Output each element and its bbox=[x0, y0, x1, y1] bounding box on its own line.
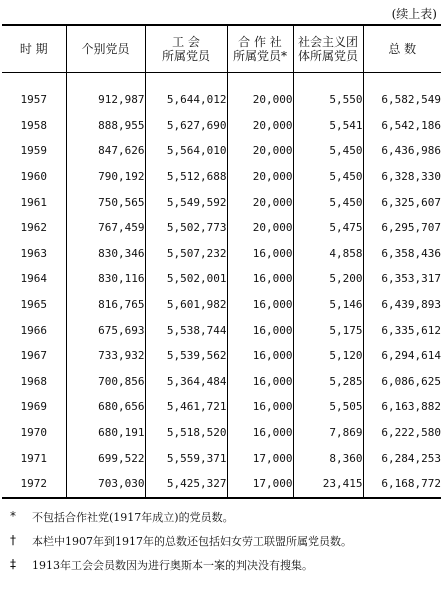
table-row bbox=[2, 369, 441, 395]
header-socialist bbox=[293, 25, 363, 73]
table-row bbox=[2, 189, 441, 215]
cell-year: 1968 bbox=[20, 374, 47, 388]
header-coop-line1: 合 作 社 bbox=[238, 35, 282, 49]
cell-individual: 912,987 bbox=[66, 73, 145, 113]
cell-socialist: 7,869 bbox=[293, 420, 363, 446]
cell-individual: 847,626 bbox=[66, 138, 145, 164]
table-row bbox=[2, 73, 441, 113]
cell-socialist: 4,858 bbox=[293, 241, 363, 267]
cell-socialist: 5,450 bbox=[293, 138, 363, 164]
cell-union: 5,502,001 bbox=[145, 266, 227, 292]
continued-label: (续上表) bbox=[391, 7, 437, 21]
cell-union: 5,549,592 bbox=[145, 189, 227, 215]
cell-total: 6,436,986 bbox=[363, 138, 441, 164]
cell-individual: 703,030 bbox=[66, 471, 145, 498]
header-period: 时 期 bbox=[2, 25, 66, 73]
cell-socialist: 23,415 bbox=[293, 471, 363, 498]
cell-coop: 16,000 bbox=[227, 369, 293, 395]
table-row bbox=[2, 164, 441, 190]
cell-year: 1959 bbox=[20, 144, 47, 158]
cell-coop: 17,000 bbox=[227, 445, 293, 471]
table-row bbox=[2, 113, 441, 139]
table-row bbox=[2, 138, 441, 164]
cell-union: 5,644,012 bbox=[145, 73, 227, 113]
cell-coop: 16,000 bbox=[227, 394, 293, 420]
cell-coop: 20,000 bbox=[227, 113, 293, 139]
footnote-mark: * bbox=[10, 509, 16, 523]
cell-socialist: 5,550 bbox=[293, 73, 363, 113]
cell-total: 6,222,580 bbox=[363, 420, 441, 446]
cell-total: 6,325,607 bbox=[363, 189, 441, 215]
cell-total: 6,542,186 bbox=[363, 113, 441, 139]
cell-individual: 699,522 bbox=[66, 445, 145, 471]
cell-individual: 675,693 bbox=[66, 317, 145, 343]
cell-individual: 816,765 bbox=[66, 292, 145, 318]
cell-year: 1964 bbox=[20, 272, 47, 286]
cell-year: 1972 bbox=[20, 477, 47, 491]
cell-socialist: 5,505 bbox=[293, 394, 363, 420]
cell-coop: 16,000 bbox=[227, 343, 293, 369]
cell-total: 6,358,436 bbox=[363, 241, 441, 267]
cell-coop: 16,000 bbox=[227, 292, 293, 318]
table-row bbox=[2, 343, 441, 369]
cell-coop: 20,000 bbox=[227, 73, 293, 113]
header-socialist-line1: 社会主义团 bbox=[297, 35, 358, 49]
header-union bbox=[145, 25, 227, 73]
table-row bbox=[2, 241, 441, 267]
table-row bbox=[2, 266, 441, 292]
header-union-line1: 工 会 bbox=[172, 35, 200, 49]
header-coop-line2: 所属党员* bbox=[232, 49, 287, 63]
cell-union: 5,559,371 bbox=[145, 445, 227, 471]
cell-coop: 16,000 bbox=[227, 420, 293, 446]
cell-year: 1961 bbox=[20, 195, 47, 209]
cell-individual: 790,192 bbox=[66, 164, 145, 190]
cell-individual: 733,932 bbox=[66, 343, 145, 369]
cell-union: 5,502,773 bbox=[145, 215, 227, 241]
cell-individual: 767,459 bbox=[66, 215, 145, 241]
cell-year: 1958 bbox=[20, 118, 47, 132]
cell-year: 1960 bbox=[20, 170, 47, 184]
cell-individual: 750,565 bbox=[66, 189, 145, 215]
table-row bbox=[2, 445, 441, 471]
cell-total: 6,328,330 bbox=[363, 164, 441, 190]
cell-year: 1965 bbox=[20, 298, 47, 312]
cell-union: 5,601,982 bbox=[145, 292, 227, 318]
cell-total: 6,163,882 bbox=[363, 394, 441, 420]
table-row bbox=[2, 317, 441, 343]
cell-total: 6,168,772 bbox=[363, 471, 441, 498]
cell-coop: 20,000 bbox=[227, 189, 293, 215]
cell-total: 6,284,253 bbox=[363, 445, 441, 471]
cell-year: 1966 bbox=[20, 323, 47, 337]
cell-union: 5,512,688 bbox=[145, 164, 227, 190]
cell-union: 5,539,562 bbox=[145, 343, 227, 369]
table-row bbox=[2, 394, 441, 420]
table-header-row bbox=[2, 25, 441, 73]
cell-socialist: 5,475 bbox=[293, 215, 363, 241]
footnote bbox=[10, 509, 352, 533]
cell-year: 1962 bbox=[20, 221, 47, 235]
cell-socialist: 5,146 bbox=[293, 292, 363, 318]
cell-socialist: 5,450 bbox=[293, 189, 363, 215]
cell-year: 1971 bbox=[20, 451, 47, 465]
cell-coop: 16,000 bbox=[227, 266, 293, 292]
cell-coop: 16,000 bbox=[227, 241, 293, 267]
cell-year: 1967 bbox=[20, 349, 47, 363]
cell-socialist: 5,285 bbox=[293, 369, 363, 395]
cell-socialist: 5,200 bbox=[293, 266, 363, 292]
footnote-mark: † bbox=[10, 533, 16, 547]
cell-individual: 830,116 bbox=[66, 266, 145, 292]
footnote-text: 1913年工会会员数因为进行奥斯本一案的判决没有搜集。 bbox=[32, 559, 313, 572]
footnote-text: 不包括合作社党(1917年成立)的党员数。 bbox=[32, 511, 234, 524]
cell-union: 5,364,484 bbox=[145, 369, 227, 395]
header-coop bbox=[227, 25, 293, 73]
header-total: 总 数 bbox=[363, 25, 441, 73]
table-row bbox=[2, 292, 441, 318]
cell-total: 6,353,317 bbox=[363, 266, 441, 292]
header-union-line2: 所属党员 bbox=[161, 49, 210, 63]
cell-individual: 680,191 bbox=[66, 420, 145, 446]
cell-union: 5,461,721 bbox=[145, 394, 227, 420]
cell-individual: 888,955 bbox=[66, 113, 145, 139]
cell-union: 5,507,232 bbox=[145, 241, 227, 267]
cell-union: 5,425,327 bbox=[145, 471, 227, 498]
cell-total: 6,086,625 bbox=[363, 369, 441, 395]
cell-total: 6,294,614 bbox=[363, 343, 441, 369]
cell-individual: 700,856 bbox=[66, 369, 145, 395]
cell-coop: 16,000 bbox=[227, 317, 293, 343]
cell-union: 5,518,520 bbox=[145, 420, 227, 446]
cell-union: 5,627,690 bbox=[145, 113, 227, 139]
cell-year: 1957 bbox=[20, 93, 47, 107]
cell-total: 6,439,893 bbox=[363, 292, 441, 318]
cell-socialist: 5,450 bbox=[293, 164, 363, 190]
party-membership-table bbox=[2, 24, 441, 499]
footnote bbox=[10, 533, 352, 557]
footnote-text: 本栏中1907年到1917年的总数还包括妇女劳工联盟所属党员数。 bbox=[32, 535, 352, 548]
table-row bbox=[2, 215, 441, 241]
cell-total: 6,335,612 bbox=[363, 317, 441, 343]
cell-socialist: 5,541 bbox=[293, 113, 363, 139]
table-row bbox=[2, 471, 441, 498]
cell-socialist: 5,175 bbox=[293, 317, 363, 343]
cell-year: 1963 bbox=[20, 246, 47, 260]
cell-socialist: 8,360 bbox=[293, 445, 363, 471]
footnotes bbox=[10, 509, 352, 581]
cell-coop: 20,000 bbox=[227, 138, 293, 164]
cell-socialist: 5,120 bbox=[293, 343, 363, 369]
cell-year: 1970 bbox=[20, 426, 47, 440]
cell-coop: 17,000 bbox=[227, 471, 293, 498]
cell-total: 6,295,707 bbox=[363, 215, 441, 241]
cell-union: 5,564,010 bbox=[145, 138, 227, 164]
cell-year: 1969 bbox=[20, 400, 47, 414]
cell-union: 5,538,744 bbox=[145, 317, 227, 343]
cell-coop: 20,000 bbox=[227, 164, 293, 190]
cell-individual: 680,656 bbox=[66, 394, 145, 420]
header-socialist-line2: 体所属党员 bbox=[297, 49, 358, 63]
table-row bbox=[2, 420, 441, 446]
header-individual: 个别党员 bbox=[66, 25, 145, 73]
cell-coop: 20,000 bbox=[227, 215, 293, 241]
cell-individual: 830,346 bbox=[66, 241, 145, 267]
footnote bbox=[10, 557, 352, 581]
cell-total: 6,582,549 bbox=[363, 73, 441, 113]
footnote-mark: ‡ bbox=[10, 557, 16, 571]
